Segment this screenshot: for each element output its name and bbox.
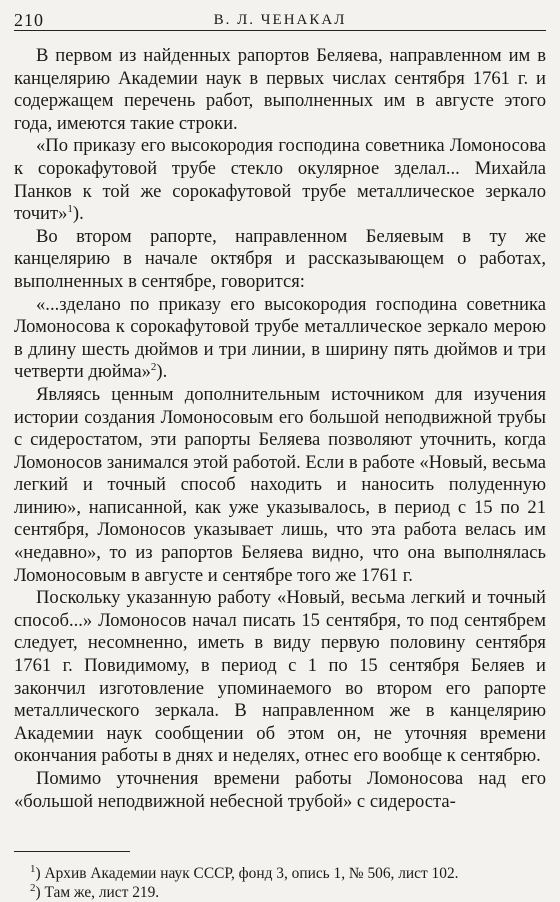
paragraph: Помимо уточнения времени работы Ломоносова над его «большой неподвижной небесной трубой» с сидероста- xyxy=(14,768,546,812)
footnote-marker: 1 xyxy=(30,863,36,876)
page-number: 210 xyxy=(14,10,44,30)
body-text xyxy=(14,45,546,813)
footnote-ref: 2 xyxy=(150,361,157,374)
footnote: $^1$) Архив Академии наук СССР, фонд 3, опись 1, № 506, лист 102. xyxy=(30,863,459,883)
footnote-divider xyxy=(14,851,130,852)
paragraph: В первом из найденных рапортов Беляева, направленном им в канцелярию Академии наук в первых числах сентября 1761 г. и содержащем перечень работ, выполненных им в августе этого года, имеются такие строки. xyxy=(14,45,546,134)
paragraph: Во втором рапорте, направленном Беляевым в ту же канцелярию в начале октября и рассказывающем о работах, выполненных в сентябре, говорится: xyxy=(14,225,546,292)
footnotes xyxy=(14,864,546,902)
paragraph: «По приказу его высокородия господина советника Ломоносова к сорокафутовой трубе стекло окулярное зделал... Михайла Панков к той же сорокафутовой трубе металлическое зеркало точит»$^1$). xyxy=(14,135,546,225)
footnote: $^2$) Там же, лист 219. xyxy=(30,882,160,902)
paragraph: «...зделано по приказу его высокородия господина советника Ломоносова к сорокафутовой трубе металлическое зеркало мерою в длину шесть дюймов и три линии, в ширину пять дюймов и три четверти дюйма»$^2$). xyxy=(14,293,546,383)
book-page xyxy=(14,6,546,902)
running-head: В. Л. ЧЕНАКАЛ xyxy=(213,12,347,28)
page-header xyxy=(14,6,546,31)
footnote-ref: 1 xyxy=(67,202,73,215)
paragraph: Поскольку указанную работу «Новый, весьма легкий и точный способ...» Ломоносов начал писать 15 сентября, то под сентябрем следует, несомненно, иметь в виду первую половину сентября 1761 г. Повидимому, в период с 1 по 15 сентября Беляев и закончил изготовление упоминаемого во втором его рапорте металлического зеркала. В направленном же в канцелярию Академии наук сообщении об этом он, не уточняя времени окончания работы в днях и неделях, отнес его вообще к сентябрю. xyxy=(14,587,546,767)
footnote-marker: 2 xyxy=(30,882,36,895)
paragraph: Являясь ценным дополнительным источником для изучения истории создания Ломоносовым его большой неподвижной трубы с сидеростатом, эти рапорты Беляева позволяют уточнить, когда Ломоносов занимался этой работой. Если в работе «Новый, весьма легкий и точный способ находить и наносить полуденную линию», написанной, как уже указывалось, в период с 15 по 21 сентября, Ломоносов указывает лишь, что эта работа велась им «недавно», то из рапортов Беляева видно, что она выполнялась Ломоносовым в августе и сентябре того же 1761 г. xyxy=(14,383,546,586)
